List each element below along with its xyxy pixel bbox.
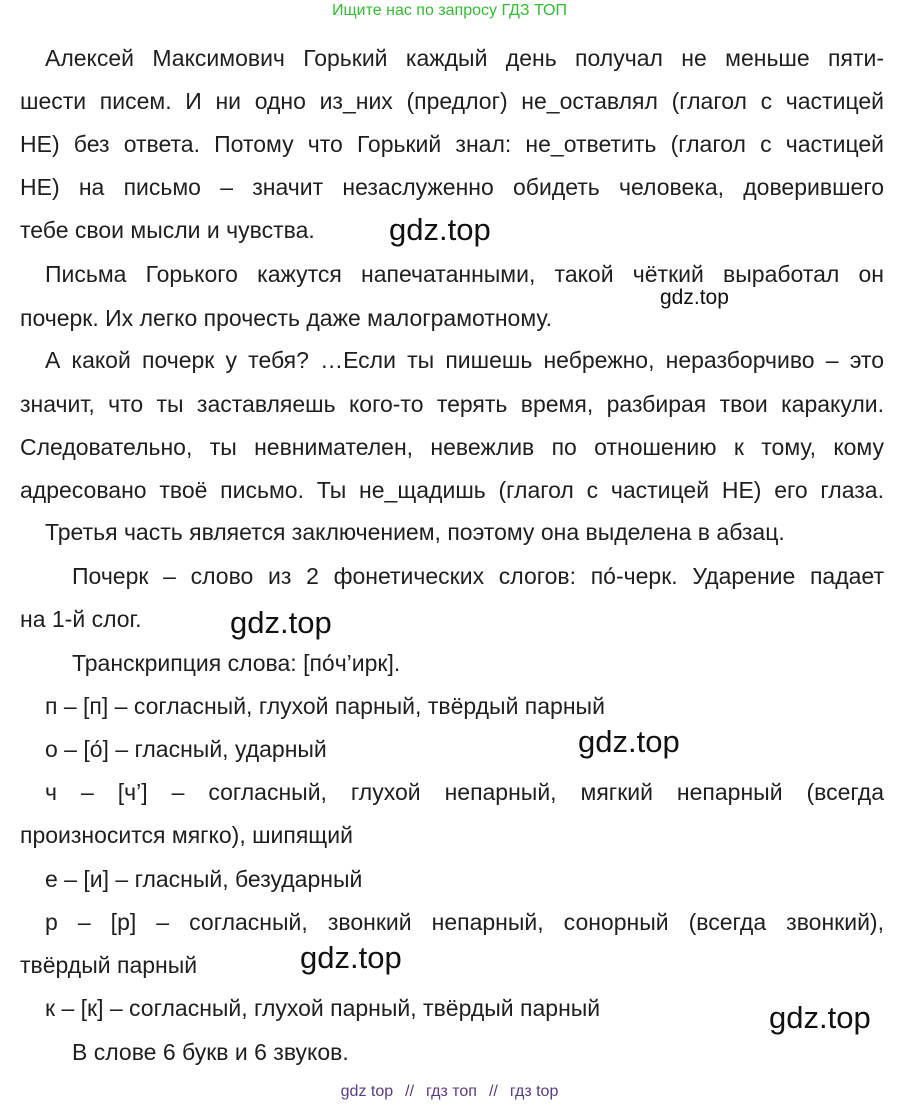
summary-text: В слове 6 букв и 6 звуков. [72, 1039, 349, 1065]
paragraph-1-line-2: шести писем. И ни одно из_них (предлог) не_оставлял (глагол с частицей [20, 88, 884, 114]
footer-separator: // [405, 1083, 415, 1100]
letter-k-analysis: к – [к] – согласный, глухой парный, твёрдый парный [45, 995, 601, 1021]
letter-ch-analysis-line-2: произносится мягко), шипящий [20, 822, 353, 848]
letter-r-analysis-line-2: твёрдый парный [20, 952, 198, 978]
paragraph-1-line-3: НЕ) без ответа. Потому что Горький знал: не_ответить (глагол с частицей [20, 131, 884, 157]
conclusion-text: Третья часть является заключением, поэтому она выделена в абзац. [45, 519, 785, 545]
footer-link-gdz-top-ru[interactable]: гдз топ [426, 1083, 477, 1100]
footer-link-gdz-top[interactable]: gdz top [340, 1083, 394, 1100]
watermark: gdz.top [230, 605, 332, 640]
watermark: gdz.top [769, 1000, 871, 1035]
paragraph-2-line-1: Письма Горького кажутся напечатанными, такой чёткий выработал он [45, 261, 884, 287]
watermark: gdz.top [389, 212, 491, 247]
watermark: gdz.top [660, 286, 729, 309]
paragraph-2-line-2: почерк. Их легко прочесть даже малограмотному. [20, 305, 552, 331]
paragraph-3-line-3: Следовательно, ты невнимателен, невежлив по отношению к тому, кому [20, 434, 884, 460]
paragraph-1-line-4: НЕ) на письмо – значит незаслуженно обидеть человека, доверившего [20, 174, 884, 200]
paragraph-3-line-2: значит, что ты заставляешь кого-то терять время, разбирая твои каракули. [20, 391, 884, 417]
top-search-link[interactable]: Ищите нас по запросу ГДЗ ТОП [332, 2, 567, 19]
footer-links [0, 1083, 899, 1101]
watermark: gdz.top [300, 940, 402, 975]
paragraph-1-line-1: Алексей Максимович Горький каждый день получал не меньше пяти- [45, 45, 884, 71]
paragraph-1-line-5: тебе свои мысли и чувства. [20, 217, 315, 243]
paragraph-3-line-4: адресовано твоё письмо. Ты не_щадишь (глагол с частицей НЕ) его глаза. [20, 477, 884, 503]
syllables-line-2: на 1-й слог. [20, 606, 142, 632]
paragraph-3-line-1: А какой почерк у тебя? …Если ты пишешь небрежно, неразборчиво – это [45, 347, 884, 373]
letter-ch-analysis-line-1: ч – [ч’] – согласный, глухой непарный, мягкий непарный (всегда [45, 779, 884, 805]
syllables-line-1: Почерк – слово из 2 фонетических слогов: по́-черк. Ударение падает [72, 563, 884, 589]
watermark: gdz.top [578, 724, 680, 759]
footer-link-gdz-top-mixed[interactable]: гдз top [509, 1083, 559, 1100]
letter-o-analysis: о – [о́] – гласный, ударный [45, 736, 327, 762]
letter-r-analysis-line-1: р – [р] – согласный, звонкий непарный, сонорный (всегда звонкий), [45, 909, 884, 935]
transcription-text: Транскрипция слова: [по́ч’ирк]. [72, 650, 401, 676]
letter-e-analysis: е – [и] – гласный, безударный [45, 866, 363, 892]
letter-p-analysis: п – [п] – согласный, глухой парный, твёрдый парный [45, 693, 605, 719]
footer-separator: // [488, 1083, 498, 1100]
